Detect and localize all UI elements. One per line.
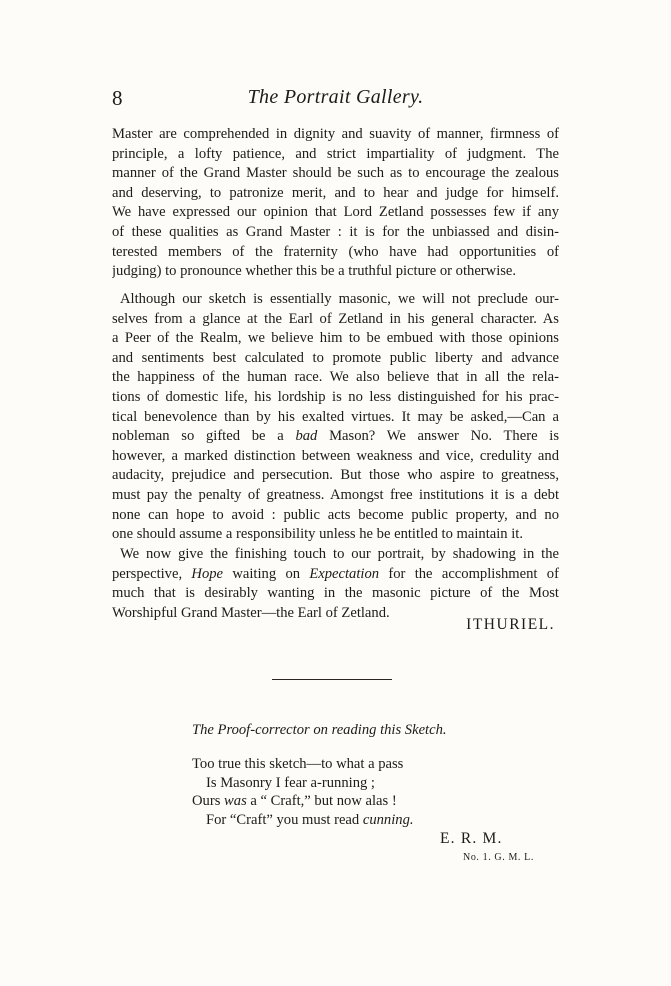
text-line: Master are comprehended in dignity and suavity of manner, firmness of [112, 126, 559, 142]
text-line: judging) to pronounce whether this be a truthful picture or otherwise. [112, 263, 517, 280]
text-span: Ours [192, 793, 221, 809]
text-line: much that is desirably wanting in the masonic picture of the Most [112, 585, 559, 602]
poem-line [192, 811, 414, 830]
text-line: one should assume a responsibility unless he be entitled to maintain it. [112, 526, 523, 543]
text-span: a “ Craft,” but now alas ! [250, 793, 397, 809]
poem-line: Too true this sketch—to what a pass [192, 756, 404, 772]
text-line: Worshipful Grand Master—the Earl of Zetland. [112, 604, 390, 621]
text-line: a Peer of the Realm, we believe him to be embued with those opinions [112, 330, 559, 347]
poem-line: Is Masonry I fear a-running ; [206, 774, 375, 791]
text-line: We have expressed our opinion that Lord Zetland possesses few if any [112, 204, 559, 221]
italic-word: cunning. [362, 811, 414, 828]
text-line: audacity, prejudice and persecution. But those who aspire to greatness, [112, 467, 559, 484]
text-line [112, 545, 559, 565]
poem-author: E. R. M. [440, 830, 503, 847]
italic-word: bad [295, 428, 318, 445]
text-line: selves from a glance at the Earl of Zetland in his general character. As [112, 310, 559, 327]
poem [192, 755, 414, 829]
page-number: 8 [112, 86, 123, 110]
text-line: and sentiments best calculated to promote public liberty and advance [112, 349, 559, 366]
text-span: waiting on [232, 565, 301, 582]
paragraph-2 [112, 290, 559, 545]
page-header [112, 86, 559, 116]
text-line: terested members of the fraternity (who have had opportunities of [112, 243, 559, 260]
text-span: for the accomplishment of [388, 565, 559, 582]
running-title: The Portrait Gallery. [247, 86, 424, 108]
paragraph-3 [112, 545, 559, 623]
text-line: principle, a lofty patience, and strict impartiality of judgment. The [112, 145, 559, 162]
text-line [112, 565, 559, 585]
author-signature: ITHURIEL. [466, 616, 555, 633]
italic-word: Hope [191, 565, 224, 582]
italic-word: was [224, 793, 247, 809]
text-span: We now give the finishing touch to our portrait, by shadowing in the [120, 546, 559, 562]
text-span: For “Craft” you must read [206, 811, 360, 828]
text-span: Although our sketch is essentially masonic, we will not preclude our- [120, 291, 559, 307]
poem-title: The Proof-corrector on reading this Sketch. [192, 722, 447, 738]
text-line: manner of the Grand Master should be such as to encourage the zealous [112, 165, 559, 182]
text-span: perspective, [112, 565, 183, 582]
text-line: none can hope to avoid : public acts become public property, and no [112, 506, 559, 523]
lodge-reference: No. 1. G. M. L. [463, 852, 534, 863]
text-span: Mason? We answer No. There is [329, 428, 559, 445]
italic-word: Expectation [309, 565, 380, 582]
text-line: however, a marked distinction between weakness and vice, credulity and [112, 447, 559, 464]
section-divider [272, 679, 392, 680]
text-line: of these qualities as Grand Master : it is for the unbiassed and disin- [112, 223, 559, 240]
text-line: and deserving, to patronize merit, and to hear and judge for himself. [112, 184, 559, 201]
text-line [112, 290, 559, 310]
text-line: must pay the penalty of greatness. Amongst free institutions it is a debt [112, 486, 559, 503]
text-line [112, 427, 559, 447]
text-line: tions of domestic life, his lordship is no less distinguished for his prac- [112, 388, 559, 405]
poem-line [192, 792, 414, 811]
text-line: tical benevolence than by his exalted virtues. It may be asked,—Can a [112, 408, 559, 425]
paragraph-1 [112, 125, 559, 282]
text-span: nobleman so gifted be a [112, 428, 284, 445]
text-line: the happiness of the human race. We also believe that in all the rela- [112, 369, 559, 386]
